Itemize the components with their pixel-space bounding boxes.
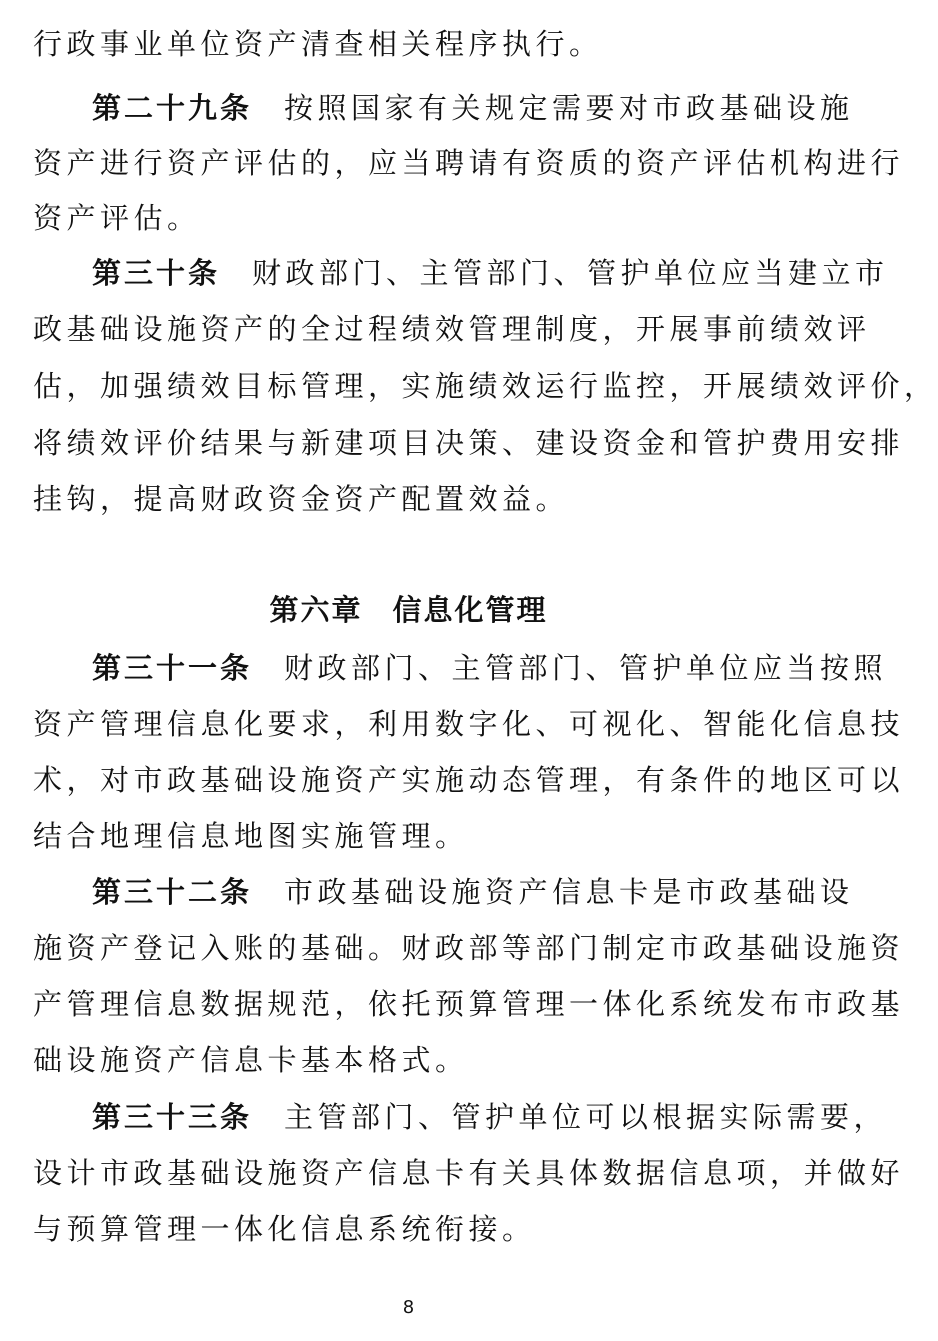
article-31-label: 第三十一条 xyxy=(92,651,253,685)
chapter-title: 信息化管理 xyxy=(392,593,548,627)
article-33-first-line xyxy=(92,1097,888,1137)
article-32-first-line xyxy=(92,872,854,912)
paragraph-line: 行政事业单位资产清查相关程序执行。 xyxy=(33,27,603,61)
article-30-label: 第三十条 xyxy=(92,256,221,290)
article-29-first-line xyxy=(92,88,854,128)
article-32-line: 础设施资产信息卡基本格式。 xyxy=(33,1043,469,1077)
article-33-line: 与预算管理一体化信息系统衔接。 xyxy=(33,1212,536,1246)
article-30-line: 估，加强绩效目标管理，实施绩效运行监控，开展绩效评价， xyxy=(33,369,938,403)
article-30-line: 将绩效评价结果与新建项目决策、建设资金和管护费用安排 xyxy=(33,426,905,460)
article-33-text: 主管部门、管护单位可以根据实际需要， xyxy=(284,1100,888,1134)
article-31-line: 结合地理信息地图实施管理。 xyxy=(33,819,469,853)
article-30-line: 政基础设施资产的全过程绩效管理制度，开展事前绩效评 xyxy=(33,312,871,346)
chapter-number: 第六章 xyxy=(269,593,363,627)
article-29-label: 第二十九条 xyxy=(92,91,253,125)
article-30-text: 财政部门、主管部门、管护单位应当建立市 xyxy=(252,256,889,290)
article-32-text: 市政基础设施资产信息卡是市政基础设 xyxy=(284,875,854,909)
page-number: 8 xyxy=(402,1297,415,1318)
article-30-line: 挂钩，提高财政资金资产配置效益。 xyxy=(33,482,570,516)
article-31-first-line xyxy=(92,648,888,688)
article-30-first-line xyxy=(92,253,889,293)
article-29-line: 资产评估。 xyxy=(33,201,201,235)
article-29-line: 资产进行资产评估的，应当聘请有资质的资产评估机构进行 xyxy=(33,146,905,180)
article-31-line: 资产管理信息化要求，利用数字化、可视化、智能化信息技 xyxy=(33,707,905,741)
article-32-line: 产管理信息数据规范，依托预算管理一体化系统发布市政基 xyxy=(33,987,905,1021)
article-33-label: 第三十三条 xyxy=(92,1100,253,1134)
article-29-text: 按照国家有关规定需要对市政基础设施 xyxy=(284,91,854,125)
article-32-label: 第三十二条 xyxy=(92,875,253,909)
article-31-line: 术，对市政基础设施资产实施动态管理，有条件的地区可以 xyxy=(33,763,905,797)
article-32-line: 施资产登记入账的基础。财政部等部门制定市政基础设施资 xyxy=(33,931,905,965)
chapter-heading xyxy=(0,590,817,630)
article-31-text: 财政部门、主管部门、管护单位应当按照 xyxy=(284,651,888,685)
article-33-line: 设计市政基础设施资产信息卡有关具体数据信息项，并做好 xyxy=(33,1156,905,1190)
